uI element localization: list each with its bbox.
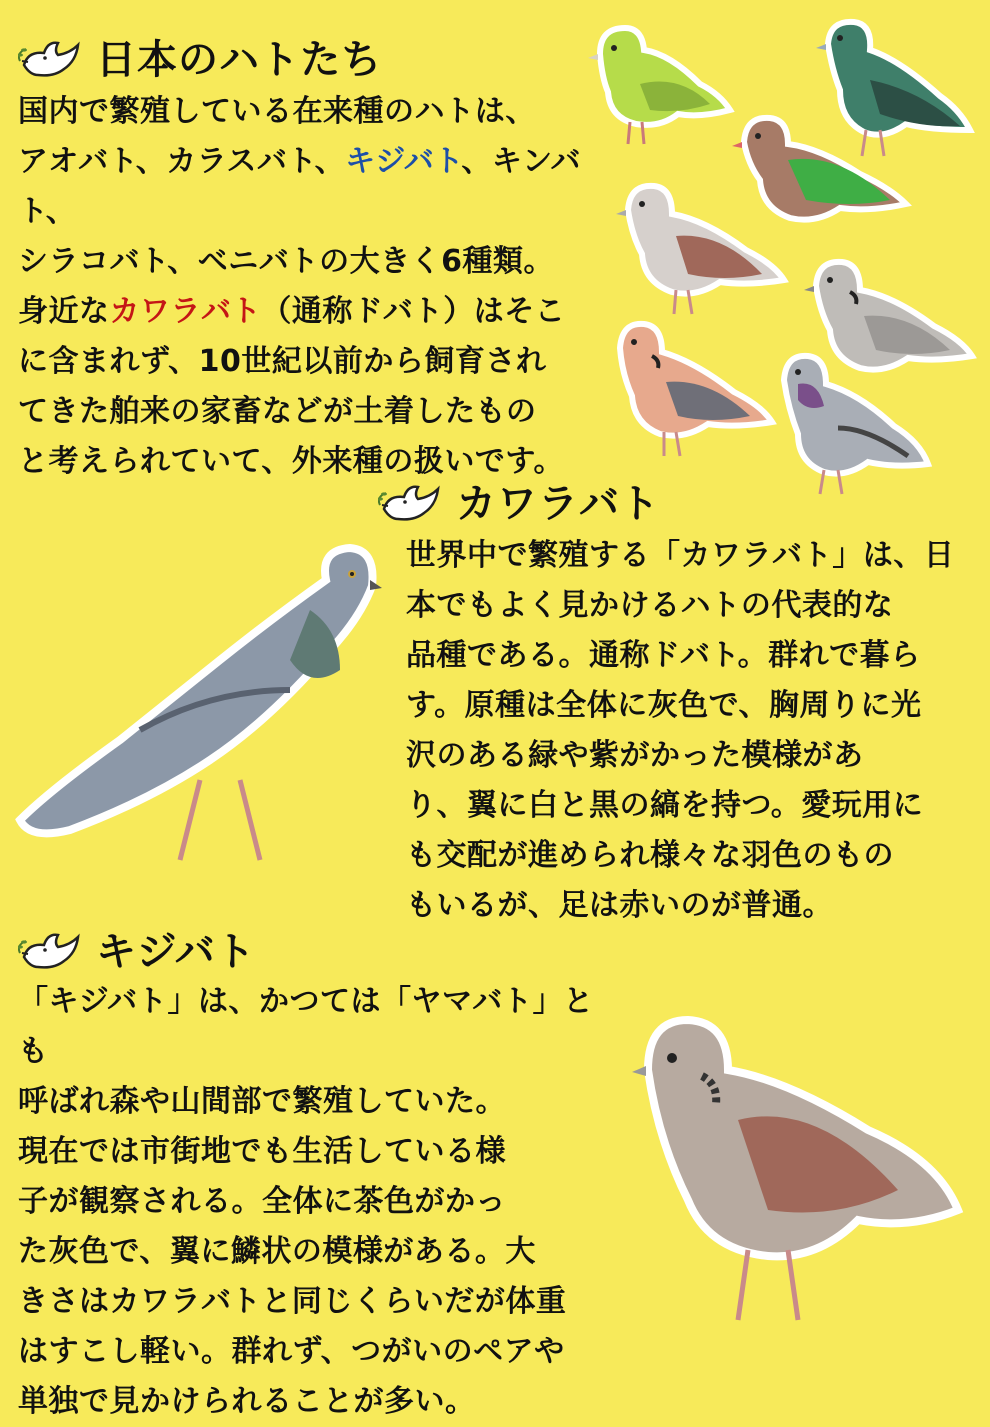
highlight-kawarabato: カワラバト: [109, 294, 262, 329]
red-turtle-dove-illustration: [600, 312, 780, 462]
paragraph-part: （通称ドバト）はそこ に含まれず、10世紀以前から飼育され てきた舶来の家畜などが土着したもの と考えられていて、外来種の扱いです。: [18, 294, 566, 479]
section-paragraph: 「キジバト」は、かつては「ヤマバト」とも 呼ばれ森や山間部で繁殖していた。 現在では市街地でも生活している様 子が観察される。全体に茶色がかっ た灰色で、翼に鱗状の模様がある。大 きさはカワラバトと同じくらいだが体重 はすこし軽い。群れず、つがいのペアや 単独で見かけられることが多い。: [18, 984, 594, 1419]
section-paragraph: [18, 87, 598, 487]
rock-dove-large-illustration: [10, 540, 390, 880]
heading-text: キジバト: [96, 929, 256, 975]
section-heading: [18, 920, 618, 977]
oriental-turtle-dove-illustration: [612, 170, 792, 320]
section-heading: [18, 28, 598, 85]
dove-with-olive-branch-icon: [18, 923, 88, 975]
paragraph-part: 、キンバト、 シラコバト、ベニバトの大きく6種類。 身近な: [18, 144, 582, 329]
paragraph-part: 国内で繁殖している在来種のハトは、 アオバト、カラスバト、: [18, 94, 536, 179]
highlight-kijibato: キジバト: [345, 144, 462, 179]
green-pigeon-illustration: [580, 14, 740, 154]
heading-text: 日本のハトたち: [96, 37, 383, 83]
section-paragraph: 世界中で繁殖する「カワラバト」は、日 本でもよく見かけるハトの代表的な 品種である。通称ドバト。群れで暮ら す。原種は全体に灰色で、胸周りに光 沢のある緑や紫がかった模様があ り、翼に白と黒の縞を持つ。愛玩用に も交配が進められ様々な羽色のもの もいるが、足は赤いのが普通。: [406, 538, 955, 923]
section-kawarabato: [378, 472, 978, 931]
section-heading: [378, 472, 978, 529]
dove-with-olive-branch-icon: [378, 475, 448, 527]
heading-text: カワラバト: [456, 481, 661, 527]
dove-with-olive-branch-icon: [18, 31, 88, 83]
oriental-turtle-dove-large-illustration: [618, 1000, 978, 1340]
section-japanese-pigeons: [18, 28, 598, 487]
section-kijibato: [18, 920, 618, 1427]
